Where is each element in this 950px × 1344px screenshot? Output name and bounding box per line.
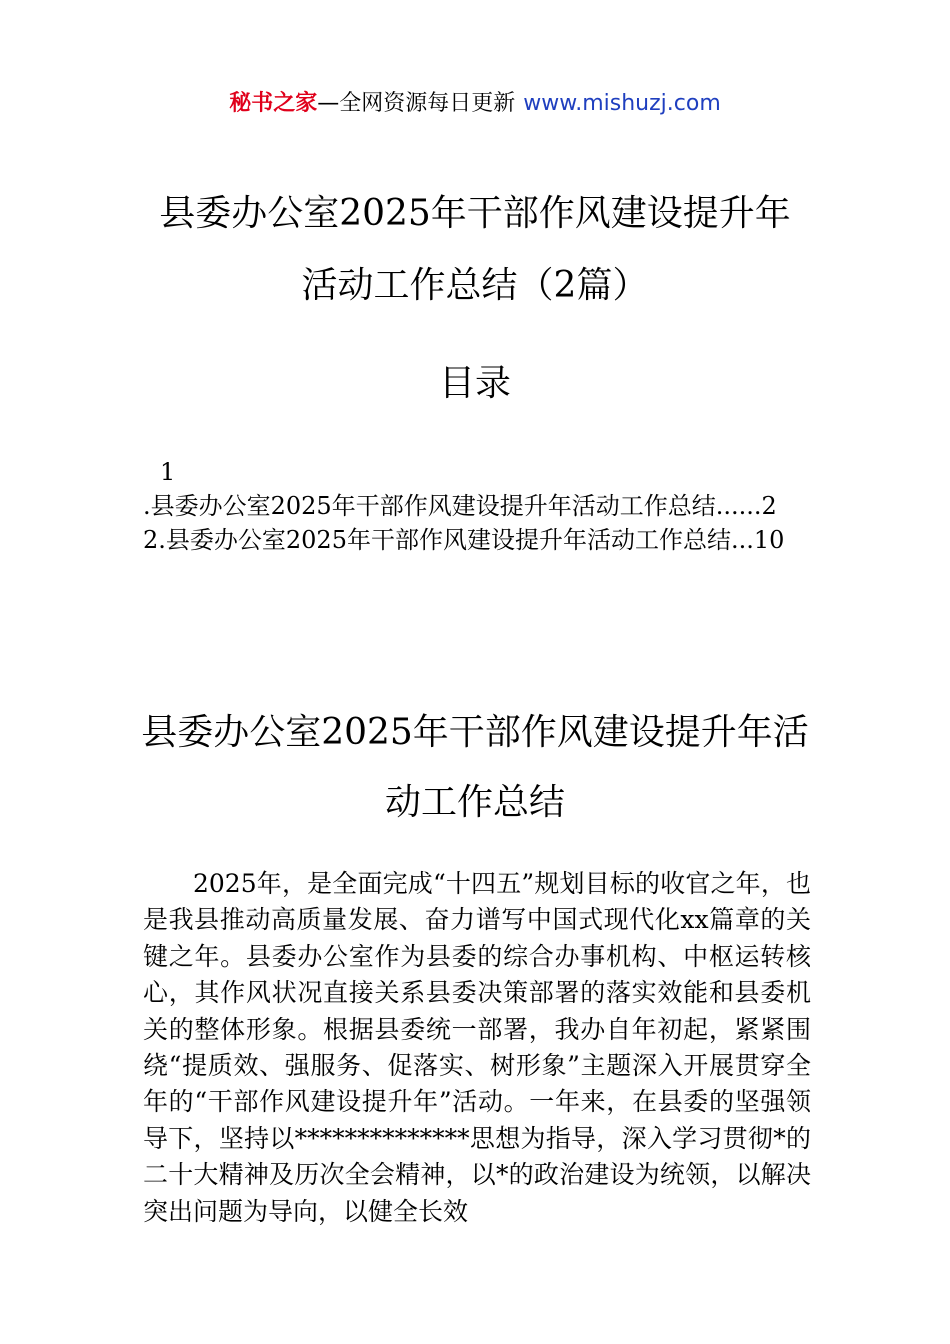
toc-heading: 目录 [438, 363, 511, 404]
section-title [0, 698, 950, 838]
document-title [0, 178, 950, 322]
toc-entry-1[interactable]: .县委办公室2025年干部作风建设提升年活动工作总结......2 [143, 492, 777, 520]
table-of-contents [143, 455, 823, 557]
document-title-line1: 县委办公室2025年干部作风建设提升年 [159, 193, 791, 234]
banner-slogan: —全网资源每日更新 [317, 91, 516, 116]
body-paragraph: 2025年，是全面完成“十四五”规划目标的收官之年，也是我县推动高质量发展、奋力谱写中国式现代化xx篇章的关键之年。县委办公室作为县委的综合办事机构、中枢运转核心，其作风状况直接关系县委决策部署的落实效能和县委机关的整体形象。根据县委统一部署，我办自年初起，紧紧围绕“提质效、强服务、促落实、树形象”主题深入开展贯穿全年的“干部作风建设提升年”活动。一年来，在县委的坚强领导下，坚持以**************思想为指导，深入学习贯彻*的二十大精神及历次全会精神，以*的政治建设为统领，以解决突出问题为导向，以健全长效 [143, 869, 811, 1226]
section-title-line1: 县委办公室2025年干部作风建设提升年活 [141, 712, 809, 753]
toc-entry-1-number: 1 [160, 458, 176, 486]
site-banner [0, 84, 950, 124]
banner-url-link[interactable]: www.mishuzj.com [523, 91, 721, 116]
document-title-line2: 活动工作总结（2篇） [301, 265, 649, 306]
toc-entry-2[interactable]: 2.县委办公室2025年干部作风建设提升年活动工作总结...10 [143, 526, 785, 554]
section-title-line2: 动工作总结 [384, 782, 565, 823]
banner-brand: 秘书之家 [229, 91, 318, 116]
